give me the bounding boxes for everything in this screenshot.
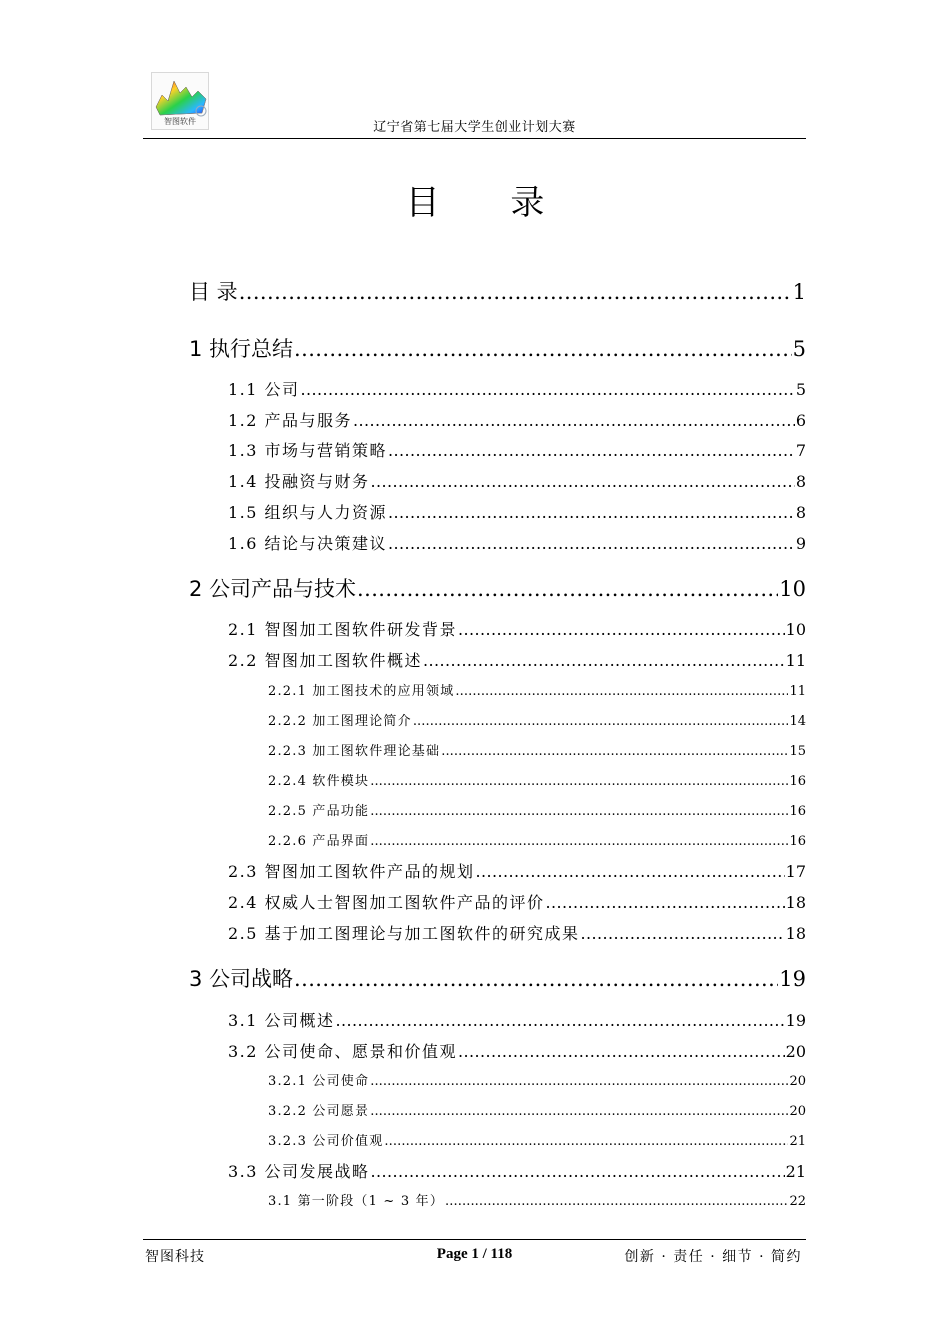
toc-dot-leader: [239, 280, 792, 304]
header-title: 辽宁省第七届大学生创业计划大赛: [373, 120, 576, 135]
toc-entry-title: 2.4 权威人士智图加工图软件产品的评价: [228, 893, 545, 912]
toc-entry-page: 21: [789, 1134, 806, 1149]
toc-entry-title: 1.1 公司: [228, 380, 300, 399]
toc-entry-page: 10: [779, 577, 806, 601]
toc-entry-page: 20: [789, 1074, 806, 1089]
toc-dot-leader: [370, 1074, 788, 1089]
toc-entry[interactable]: [228, 500, 806, 523]
toc-dot-leader: [370, 1104, 788, 1119]
toc-entry-title: 1.3 市场与营销策略: [228, 441, 388, 460]
toc-entry[interactable]: [228, 921, 806, 944]
toc-dot-leader: [458, 1042, 785, 1061]
toc-entry[interactable]: [268, 1130, 806, 1149]
toc-entry[interactable]: [228, 531, 806, 554]
toc-dot-leader: [388, 441, 795, 460]
toc-dot-leader: [455, 684, 788, 699]
toc-entry-title: 3.1 公司概述: [228, 1011, 335, 1030]
toc-entry-title: 3.2 公司使命、愿景和价值观: [228, 1042, 458, 1061]
toc-entry-title: 2.2.6 产品界面: [268, 834, 370, 849]
toc-dot-leader: [445, 1194, 788, 1209]
toc-entry-page: 21: [785, 1162, 806, 1181]
page-title: 目 录: [405, 183, 575, 223]
toc-entry-title: 2.2.4 软件模块: [268, 774, 370, 789]
toc-dot-leader: [294, 337, 792, 361]
toc-dot-leader: [370, 804, 788, 819]
toc-entry-page: 16: [789, 834, 806, 849]
surface-plot-icon: [152, 73, 210, 121]
toc-entry-page: 11: [785, 651, 806, 670]
toc-dot-leader: [581, 924, 785, 943]
toc-dot-leader: [336, 1011, 785, 1030]
toc-dot-leader: [371, 1162, 785, 1181]
toc-entry-page: 7: [795, 441, 806, 460]
toc-entry-title: 3.2.1 公司使命: [268, 1074, 370, 1089]
toc-dot-leader: [301, 380, 795, 399]
toc-entry-page: 20: [789, 1104, 806, 1119]
toc-entry-title: 2.2.3 加工图软件理论基础: [268, 744, 441, 759]
toc-entry-title: 1.4 投融资与财务: [228, 472, 370, 491]
toc-dot-leader: [384, 1134, 788, 1149]
toc-entry-title: 3 公司战略: [189, 967, 294, 991]
toc-entry-title: 3.2.2 公司愿景: [268, 1104, 370, 1119]
toc-dot-leader: [458, 620, 785, 639]
toc-entry[interactable]: [228, 438, 806, 461]
toc-entry-page: 19: [779, 967, 806, 991]
toc-dot-leader: [441, 744, 788, 759]
toc-entry[interactable]: [228, 377, 806, 400]
toc-entry-title: 3.2.3 公司价值观: [268, 1134, 384, 1149]
toc-entry[interactable]: [268, 770, 806, 789]
toc-entry-title: 1.5 组织与人力资源: [228, 503, 388, 522]
toc-entry[interactable]: [268, 680, 806, 699]
toc-entry-page: 8: [795, 472, 806, 491]
toc-entry[interactable]: [268, 740, 806, 759]
toc-entry-title: 1.6 结论与决策建议: [228, 534, 388, 553]
footer-company: 智图科技: [145, 1249, 205, 1265]
toc-entry-page: 15: [789, 744, 806, 759]
toc-entry-page: 5: [792, 337, 806, 361]
toc-entry-page: 22: [789, 1194, 806, 1209]
toc-dot-leader: [370, 834, 788, 849]
toc-entry[interactable]: [268, 710, 806, 729]
toc-entry-title: 2.2.1 加工图技术的应用领域: [268, 684, 455, 699]
toc-entry-title: 2.2.5 产品功能: [268, 804, 370, 819]
toc-entry-page: 16: [789, 774, 806, 789]
page-footer: [143, 1239, 806, 1274]
toc-entry[interactable]: [268, 1190, 806, 1209]
toc-dot-leader: [423, 651, 785, 670]
toc-entry[interactable]: [189, 276, 806, 306]
toc-entry[interactable]: [228, 1159, 806, 1182]
logo-label: 智图软件: [164, 117, 196, 126]
toc-entry-page: 14: [789, 714, 806, 729]
toc-entry-page: 8: [795, 503, 806, 522]
toc-entry[interactable]: [268, 800, 806, 819]
toc-entry-page: 18: [785, 924, 806, 943]
toc-dot-leader: [353, 411, 795, 430]
toc-entry-title: 2 公司产品与技术: [189, 577, 357, 601]
toc-entry[interactable]: [189, 333, 806, 363]
toc-entry-title: 2.1 智图加工图软件研发背景: [228, 620, 458, 639]
toc-entry[interactable]: [228, 1008, 806, 1031]
toc-entry-page: 10: [785, 620, 806, 639]
toc-entry-page: 17: [785, 862, 806, 881]
toc-dot-leader: [413, 714, 789, 729]
toc-dot-leader: [388, 503, 795, 522]
toc-entry-title: 2.5 基于加工图理论与加工图软件的研究成果: [228, 924, 580, 943]
toc-entry-page: 19: [785, 1011, 806, 1030]
toc-entry-page: 16: [789, 804, 806, 819]
toc-entry[interactable]: [268, 1070, 806, 1089]
toc-entry[interactable]: [189, 963, 806, 993]
toc-entry-page: 5: [795, 380, 806, 399]
toc-entry[interactable]: [268, 830, 806, 849]
toc-entry[interactable]: [228, 859, 806, 882]
toc-dot-leader: [294, 967, 778, 991]
toc-entry[interactable]: [228, 408, 806, 431]
toc-entry[interactable]: [228, 648, 806, 671]
toc-entry-title: 3.3 公司发展战略: [228, 1162, 370, 1181]
footer-motto: 创新 · 责任 · 细节 · 简约: [624, 1249, 802, 1265]
toc-entry-title: 2.2 智图加工图软件概述: [228, 651, 423, 670]
toc-dot-leader: [388, 534, 795, 553]
toc-dot-leader: [357, 577, 778, 601]
toc-entry[interactable]: [268, 1100, 806, 1119]
toc-entry-title: 目 录: [189, 280, 238, 304]
toc-entry-page: 18: [785, 893, 806, 912]
page-header: [143, 70, 806, 139]
toc-entry-page: 9: [795, 534, 806, 553]
toc-dot-leader: [546, 893, 785, 912]
toc-entry-title: 1 执行总结: [189, 337, 294, 361]
toc-dot-leader: [476, 862, 785, 881]
toc-entry-title: 2.3 智图加工图软件产品的规划: [228, 862, 475, 881]
toc-entry-page: 1: [792, 280, 806, 304]
toc-dot-leader: [370, 774, 788, 789]
toc-entry-page: 6: [795, 411, 806, 430]
toc-entry[interactable]: [189, 573, 806, 603]
toc-entry-page: 11: [789, 684, 806, 699]
toc-entry-title: 3.1 第一阶段（1 ~ 3 年）: [268, 1194, 445, 1209]
toc-entry-page: 20: [785, 1042, 806, 1061]
toc-entry-title: 2.2.2 加工图理论简介: [268, 714, 412, 729]
footer-page-number: Page 1 / 118: [436, 1246, 513, 1262]
toc-dot-leader: [371, 472, 795, 491]
toc-entry-title: 1.2 产品与服务: [228, 411, 353, 430]
toc-entry[interactable]: [228, 890, 806, 913]
toc-entry[interactable]: [228, 617, 806, 640]
toc-entry[interactable]: [228, 469, 806, 492]
toc-entry[interactable]: [228, 1039, 806, 1062]
